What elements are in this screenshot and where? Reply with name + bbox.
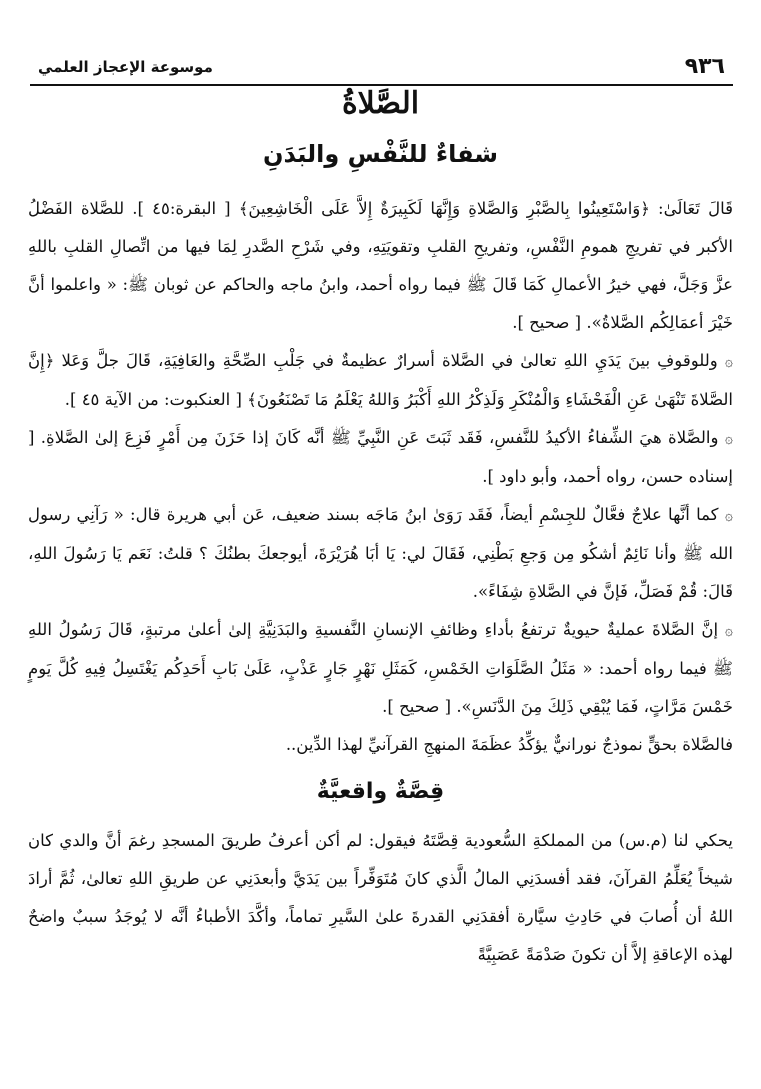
paragraph bbox=[28, 342, 733, 419]
book-title: موسوعة الإعجاز العلمي bbox=[38, 58, 213, 76]
body-text bbox=[28, 190, 733, 974]
ornament-bullet-icon: ۞ bbox=[724, 508, 733, 524]
ornament-bullet-icon: ۞ bbox=[724, 354, 733, 370]
paragraph bbox=[28, 726, 733, 764]
paragraph-text: كما أنَّها علاجٌ فعَّالٌ للجِسْمِ أيضاً، فَقَد رَوَىٰ ابنُ مَاجَه بسند ضعيف، عَن أبي هريرة قال: « رَآنِي رسول الله ﷺ وأنا نَائِمٌ أشكُو مِن وَجعِ بَطْنِي، فَقَالَ لي: يَا أبَا هُرَيْرَةَ، أيوجعكَ بطنُكَ ؟ قلتُ: نَعَم يَا رَسُولَ اللهِ، قَالَ: قُمْ فَصَلِّ، فَإنَّ في الصَّلاةِ شِفَاءً». bbox=[28, 505, 733, 601]
story-text: يحكي لنا (م.س) من المملكةِ السُّعودية قِصَّتَهُ فيقول: لم أكن أعرفُ طريقَ المسجدِ رغمَ أنَّ والدي كان شيخاً يُعَلِّمُ القرآنَ، فقد أفسدَنِي المالُ الَّذي كانَ مُتَوَفِّراً بين يَدَيَّ وأبعدَنِي عن طريقِ اللهِ تعالىٰ، ثُمَّ أرادَ اللهُ أن أُصابَ في حَادِثِ سيَّارة أفقدَنِي القدرةَ علىٰ السَّيرِ تماماً، وأكَّدَ الأطباءُ أنَّه لا يُوجَدُ سببٌ واضحٌ لهذه الإعاقةِ إلاَّ أن تكونَ صَدْمَةً عَصَبِيَّةً bbox=[28, 831, 733, 964]
paragraph bbox=[28, 496, 733, 611]
paragraph-text: وللوقوفِ بينَ يَدَيِ اللهِ تعالىٰ في الصَّلاة أسرارٌ عظيمةٌ في جَلْبِ الصِّحَّةِ والعَافِيَةِ، قَالَ جلَّ وَعَلا ﴿إِنَّ الصَّلاةَ تَنْهَىٰ عَنِ الْفَحْشَاءِ وَالْمُنْكَرِ وَلَذِكْرُ اللهِ أَكْبَرُ وَاللهُ يَعْلَمُ مَا تَصْنَعُونَ﴾ [ العنكبوت: من الآية ٤٥ ]. bbox=[28, 351, 733, 409]
paragraph-text: إنَّ الصَّلاةَ عمليةٌ حيويةٌ ترتفعُ بأداءِ وظائفِ الإنسانِ النَّفسيةِ والبَدَنِيَّةِ إلىٰ أعلىٰ مرتبةٍ، قَالَ رَسُولُ اللهِ ﷺ فيما رواه أحمد: « مَثَلُ الصَّلَوَاتِ الخَمْسِ، كَمَثَلِ نَهْرٍ جَارٍ عَذْبٍ، عَلَىٰ بَابِ أَحَدِكُم يَغْتَسِلُ فِيهِ كُلَّ يَومٍ خَمْسَ مَرَّاتٍ، فَمَا يُبْقِي ذَلِكَ مِنَ الدَّنَسِ». [ صحيح ]. bbox=[28, 620, 733, 716]
chapter-subtitle: شفاءٌ للنَّفْسِ والبَدَنِ bbox=[263, 140, 498, 168]
paragraph-text: والصَّلاة هيَ الشِّفاءُ الأكيدُ للنَّفسِ، فَقَد ثَبَتَ عَنِ النَّبِيِّ ﷺ أنَّه كَانَ إذا حَزَنَ مِن أَمْرٍ فَزِعَ إلىٰ الصَّلاةِ. [ إسناده حسن، رواه أحمد، وأبو داود ]. bbox=[28, 428, 733, 486]
paragraph bbox=[28, 611, 733, 726]
section-title: قِصَّةٌ واقعيَّةٌ bbox=[316, 779, 445, 804]
paragraph-text: فالصَّلاة بحقٍّ نموذجٌ نورانيٌّ يؤكِّدُ عظَمَةَ المنهجِ القرآنيِّ لهذا الدِّين.. bbox=[285, 735, 733, 754]
page-header bbox=[30, 52, 733, 86]
paragraph bbox=[28, 419, 733, 496]
chapter-title: الصَّلاةُ bbox=[341, 86, 420, 121]
ornament-bullet-icon: ۞ bbox=[724, 623, 733, 639]
page-number: ٩٣٦ bbox=[684, 54, 725, 79]
paragraph-text: قَالَ تَعَالَىٰ: ﴿وَاسْتَعِينُوا بِالصَّبْرِ وَالصَّلاةِ وَإِنَّهَا لَكَبِيرَةٌ إِلاَّ عَلَى الْخَاشِعِينَ﴾ [ البقرة:٤٥ ]. للصَّلاة الفَضْلُ الأكبر في تفريجِ همومِ النَّفْسِ، وتفريحِ القلبِ وتقويَتِهِ، وفي شَرْحِ الصَّدرِ لِمَا فيها من اتِّصالِ القلبِ باللهِ عزَّ وَجَلَّ، فهي خيرُ الأعمالِ كَمَا قَالَ ﷺ فيما رواه أحمد، وابنُ ماجه والحاكم عن ثوبان ﷺ: « واعلموا أنَّ خَيْرَ أعمَالِكُم الصَّلاةُ». [ صحيح ]. bbox=[28, 199, 733, 332]
ornament-bullet-icon: ۞ bbox=[724, 431, 733, 447]
story-paragraph bbox=[28, 822, 733, 974]
paragraph bbox=[28, 190, 733, 342]
